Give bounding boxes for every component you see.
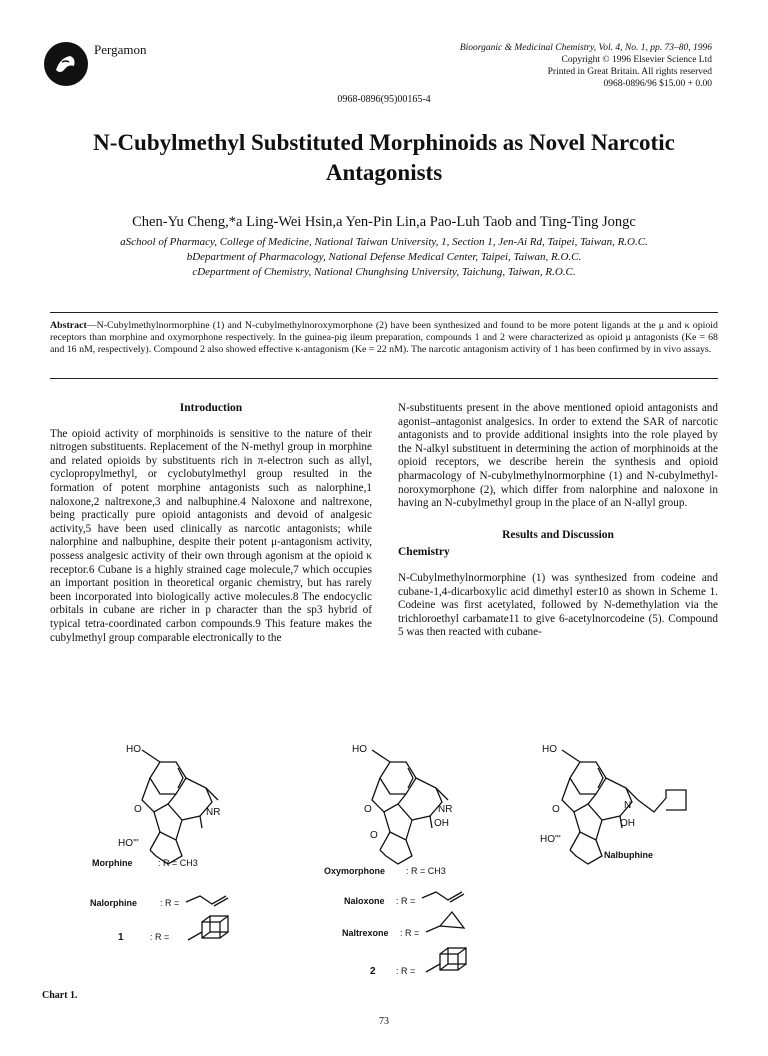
nr-label-2: NR [438,804,453,815]
chemistry-subheading: Chemistry [398,546,450,559]
publisher-name: Pergamon [94,42,147,57]
cyclopropylmethyl-group [426,912,464,932]
page-number: 73 [379,1016,389,1027]
chart-caption: Chart 1. [42,990,78,1001]
publisher-logo [42,40,90,88]
oh-label-2: OH [434,818,449,829]
oxymorphone-name: Oxymorphone [324,866,386,876]
nalorphine-name: Nalorphine [90,898,138,908]
affiliation-c: cDepartment of Chemistry, National Chunghsing University, Taichung, Taiwan, R.O.C. [192,266,576,278]
hoprime-label-3: HO''' [540,834,561,845]
journal-info [460,42,712,90]
introduction-paragraph: The opioid activity of morphinoids is sensitive to the nature of their nitrogen substituents. Replacement of the N-methyl group in morphine and related opioids by substituents rich in π-electron such as allyl, cyclopropylmethyl, or cyclobutylmethyl group resulted in the formation of potent morphine antagonists such as nalorphine,1 naloxone,2 naltrexone,3 and nalbuphine.4 Naloxone and naltrexone, being practically pure opioid antagonists and devoid of analgesic activity,5 have been used clinically as narcotic antagonists; while nalorphine and nalbuphine, despite their potent μ-antagonism activity, possess analgesic activity of their own through agonism at the opioid κ receptor.6 Cubane is a highly strained cage molecule,7 which occupies an important position in theoretical organic chemistry, but has rarely been incorporated into biologically active molecules.8 The endocyclic orbitals in cubane are richer in p character than the sp3 hybrid of typical tetra-coordinated carbon compounds.9 This feature makes the cubylmethyl group comparable electronically to the [50,427,372,644]
oxymorphone-scaffold [372,750,448,864]
cubylmethyl-group-2 [426,948,466,972]
abstract-text: —N-Cubylmethylnormorphine (1) and N-cubylmethylnoroxymorphone (2) have been synthesized and found to be more potent ligands at the μ and κ opioid receptors than morphine and oxymorphone respectively. In the guinea-pig ileum preparation, compounds 1 and 2 were characterized as opioid μ antagonists (Ke = 68 and 16 nM, respectively). Compound 2 also showed effective κ-antagonism (Ke = 22 nM). The narcotic antagonism activity of 1 has been confirmed by in vivo assays. [50,320,718,355]
hoprime-label-1: HO''' [118,838,139,849]
ho-label-2: HO [352,744,367,755]
right-column [398,402,718,640]
left-column [50,402,372,645]
o-ketone-label: O [370,830,378,841]
ho-label-3: HO [542,744,557,755]
introduction-heading: Introduction [179,402,243,414]
morphine-name: Morphine [92,858,133,868]
doi: 0968-0896(95)00165-4 [337,94,431,105]
o-label-3: O [552,804,560,815]
affiliation-a: aSchool of Pharmacy, College of Medicine, National Taiwan University, 1, Section 1, Jen-Ai Rd, Taipei, Taiwan, R.O.C. [120,236,648,248]
title-text: N-Cubylmethyl Substituted Morphinoids as Novel Narcotic Antagonists [93,130,675,185]
naloxone-name: Naloxone [344,896,385,906]
n-label-3: N [624,800,632,811]
paper-title [40,128,728,188]
copyright: Copyright © 1996 Elsevier Science Ltd [561,55,712,65]
abstract-bottom-rule [50,378,718,379]
ho-label-1: HO [126,744,141,755]
oh-label-3: OH [620,818,635,829]
naltrexone-r: : R = [400,928,420,938]
o-label-1: O [134,804,142,815]
chart-1-structures [40,742,730,992]
abstract-top-rule [50,312,718,313]
naltrexone-name: Naltrexone [342,928,389,938]
abstract [50,320,718,356]
naloxone-r: : R = [396,896,416,906]
right-paragraph-1: N-substituents present in the above mentioned opioid antagonists and agonist–antagonist analgesics. In order to extend the SAR of narcotic antagonists and to provide additional insights into the role played by the N-alkyl substituent in determining the action of morphinoids at the opioid receptors, we describe herein the synthesis and opioid pharmacology of N-cubylmethylnormorphine (1) and N-cubylmethyl-noroxymorphone (2), which differ from nalorphine and naloxone in having an N-cubylmethyl group in the place of an N-allyl group. [398,402,718,510]
printed-notice: Printed in Great Britain. All rights reserved [547,67,712,77]
compound-2-label: 2 [370,966,376,977]
cubylmethyl-group-1 [188,916,228,940]
nalbuphine-name: Nalbuphine [604,850,653,860]
abstract-label: Abstract [50,320,87,331]
results-heading: Results and Discussion [502,528,614,541]
oxymorphone-r: : R = CH3 [406,866,446,876]
morphine-r: : R = CH3 [158,858,198,868]
affiliation-b: bDepartment of Pharmacology, National Defense Medical Center, Taipei, Taiwan, R.O.C. [186,251,582,263]
nalorphine-r: : R = [160,898,180,908]
compound-1-label: 1 [118,932,124,943]
compound-1-r: : R = [150,932,170,942]
authors: Chen-Yu Cheng,*a Ling-Wei Hsin,a Yen-Pin Lin,a Pao-Luh Taob and Ting-Ting Jongc [132,214,636,230]
o-label-2: O [364,804,372,815]
nr-label-1: NR [206,807,221,818]
compound-2-r: : R = [396,966,416,976]
chemistry-paragraph: N-Cubylmethylnormorphine (1) was synthesized from codeine and cubane-1,4-dicarboxylic acid dimethyl ester10 as shown in Scheme 1. Codeine was first acetylated, followed by N-demethylation via the trichloroethyl carbamate11 to give 6-acetylnorcodeine (5). Compound 5 was then reacted with cubane- [398,571,718,639]
journal-citation: Bioorganic & Medicinal Chemistry, Vol. 4, No. 1, pp. 73–80, 1996 [459,43,712,53]
issn-price: 0968-0896/96 $15.00 + 0.00 [603,79,712,89]
